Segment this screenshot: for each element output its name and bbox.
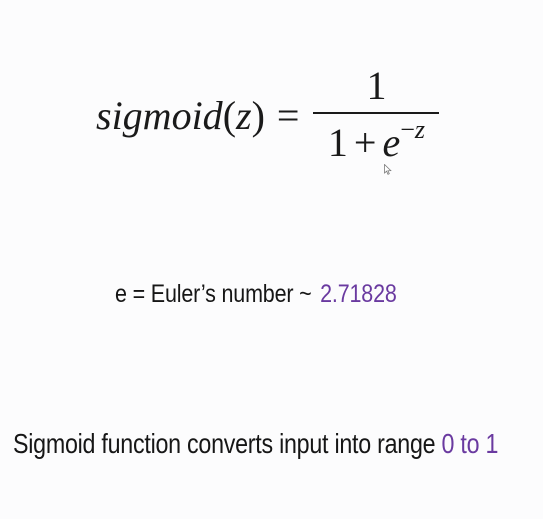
close-paren: ) bbox=[251, 92, 265, 138]
numerator: 1 bbox=[366, 63, 387, 108]
exponent-sign: − bbox=[400, 115, 415, 144]
exponent-variable: z bbox=[414, 115, 426, 144]
equals-sign: = bbox=[276, 92, 300, 138]
function-name: sigmoid bbox=[96, 92, 223, 138]
euler-value: 2.71828 bbox=[320, 280, 397, 308]
plus-sign: + bbox=[353, 120, 377, 165]
formula-lhs bbox=[96, 92, 265, 139]
denominator-one: 1 bbox=[327, 120, 348, 165]
open-paren: ( bbox=[222, 92, 237, 138]
sigmoid-formula bbox=[96, 55, 439, 175]
euler-label: e = Euler’s number ~ bbox=[115, 280, 312, 308]
denominator bbox=[328, 114, 425, 166]
exponent bbox=[400, 115, 425, 144]
function-argument: z bbox=[236, 92, 252, 138]
mouse-pointer-icon bbox=[384, 164, 392, 175]
range-value: 0 to 1 bbox=[441, 428, 499, 459]
fraction bbox=[313, 64, 439, 166]
summary-text: Sigmoid function converts input into range bbox=[13, 428, 442, 459]
exponential-base: e bbox=[382, 120, 401, 165]
euler-number-line bbox=[115, 280, 397, 309]
sigmoid-summary-line bbox=[13, 428, 498, 460]
